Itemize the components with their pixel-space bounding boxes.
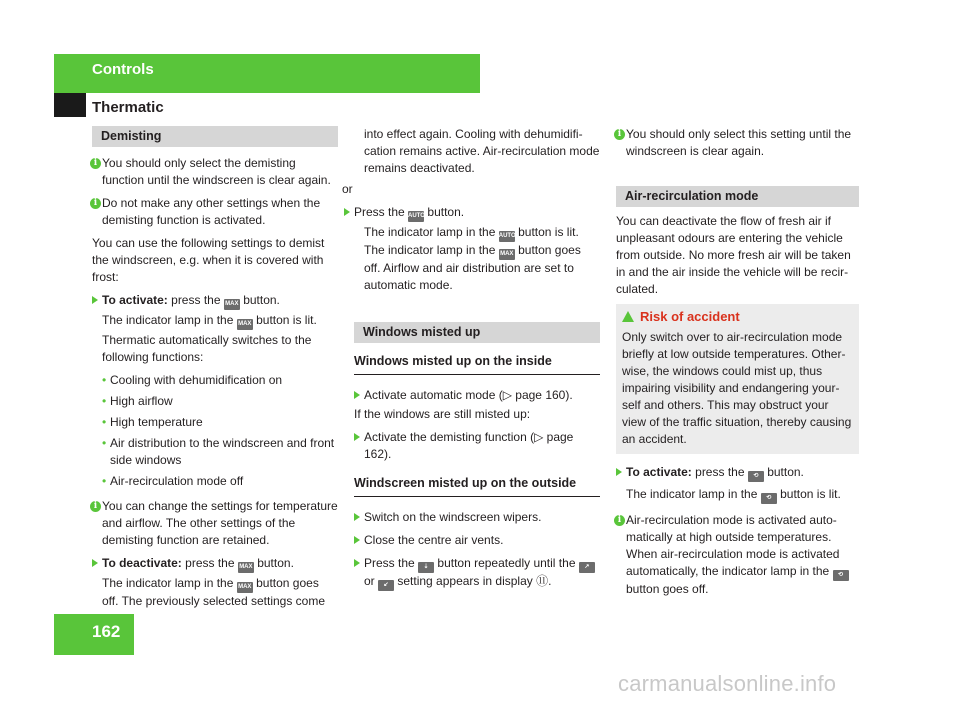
info-note: i You should only select this setting until the windscreen is clear again. bbox=[616, 126, 859, 160]
list-item: • Air distribution to the windscreen and front side windows bbox=[102, 436, 335, 467]
subheading-inside: Windows misted up on the inside bbox=[354, 353, 600, 375]
recirculation-button-icon: ⟲ bbox=[833, 570, 849, 581]
step-activate: To activate: press the ⟲ button. bbox=[616, 464, 859, 482]
step-deactivate: To deactivate: press the MAX button. bbox=[92, 555, 338, 573]
step-air-distribution: Press the ⇣ button repeatedly until the ↗ or ↙ setting appears in display ⑪. bbox=[354, 555, 600, 591]
max-defrost-button-icon: MAX bbox=[499, 249, 515, 260]
info-icon: i bbox=[90, 198, 101, 209]
warning-title: Risk of accident bbox=[622, 308, 853, 325]
watermark: carmanualsonline.info bbox=[618, 671, 837, 696]
step-detail: The indicator lamp in the AUTO button is lit. bbox=[354, 224, 600, 242]
list-item: • Cooling with dehumidification on bbox=[102, 373, 283, 387]
section-name: Controls bbox=[92, 61, 154, 78]
list-item: • Air-recirculation mode off bbox=[102, 474, 244, 488]
arrow-icon bbox=[354, 391, 360, 399]
max-defrost-button-icon: MAX bbox=[237, 582, 253, 593]
step-auto-mode: Activate automatic mode (▷ page 160). bbox=[354, 387, 600, 404]
max-defrost-button-icon: MAX bbox=[237, 319, 253, 330]
step-detail: Thermatic automatically switches to the following functions: bbox=[102, 333, 312, 364]
header-tab-marker bbox=[54, 93, 86, 117]
air-distribution-button-icon: ⇣ bbox=[418, 562, 434, 573]
paragraph: You can use the following settings to demist the windscreen, e.g. when it is covered with frost: bbox=[92, 236, 325, 284]
arrow-icon bbox=[92, 296, 98, 304]
arrow-icon bbox=[92, 559, 98, 567]
step-detail: The indicator lamp in the MAX button goes off. Airflow and air distribution are set to automatic mode. bbox=[364, 243, 581, 292]
info-note: i You can change the settings for temperature and airflow. The other settings of the demisting function are retained. bbox=[92, 498, 338, 549]
paragraph: If the windows are still misted up: bbox=[354, 407, 531, 421]
arrow-icon bbox=[354, 433, 360, 441]
heading-air-recirculation: Air-recirculation mode bbox=[616, 186, 859, 207]
arrow-icon bbox=[344, 208, 350, 216]
column-3 bbox=[616, 126, 859, 604]
warning-icon bbox=[622, 311, 634, 322]
info-icon: i bbox=[90, 158, 101, 169]
windscreen-footwell-icon: ↗ bbox=[579, 562, 595, 573]
step-detail: The indicator lamp in the ⟲ button is lit. bbox=[616, 486, 859, 504]
warning-box bbox=[616, 304, 859, 454]
page-number: 162 bbox=[92, 622, 121, 641]
step-press-auto: Press the AUTO button. bbox=[344, 204, 600, 222]
list-item: • High temperature bbox=[102, 415, 203, 429]
heading-demisting: Demisting bbox=[92, 126, 338, 147]
info-icon: i bbox=[614, 129, 625, 140]
arrow-icon bbox=[354, 536, 360, 544]
column-2 bbox=[342, 126, 600, 593]
step-detail: The indicator lamp in the MAX button goes off. The previously selected settings come bbox=[102, 576, 326, 608]
heading-windows-misted: Windows misted up bbox=[354, 322, 600, 343]
auto-button-icon: AUTO bbox=[499, 231, 515, 242]
info-icon: i bbox=[614, 515, 625, 526]
max-defrost-button-icon: MAX bbox=[224, 299, 240, 310]
step-wipers: Switch on the windscreen wipers. bbox=[354, 509, 600, 526]
subheading-outside: Windscreen misted up on the outside bbox=[354, 475, 600, 497]
arrow-icon bbox=[354, 513, 360, 521]
arrow-icon bbox=[354, 559, 360, 567]
arrow-icon bbox=[616, 468, 622, 476]
max-defrost-button-icon: MAX bbox=[238, 562, 254, 573]
step-demisting: Activate the demisting function (▷ page 162). bbox=[354, 429, 600, 463]
paragraph: into effect again. Cooling with dehumidification remains active. Air-recirculation mode remains deactivated. bbox=[364, 127, 600, 175]
column-1 bbox=[92, 126, 338, 616]
paragraph-or: or bbox=[342, 182, 353, 196]
info-note: i Do not make any other settings when the demisting function is activated. bbox=[92, 195, 338, 229]
recirculation-button-icon: ⟲ bbox=[761, 493, 777, 504]
info-note: i You should only select the demisting function until the windscreen is clear again. bbox=[92, 155, 338, 189]
list-item: • High airflow bbox=[102, 394, 173, 408]
recirculation-button-icon: ⟲ bbox=[748, 471, 764, 482]
auto-button-icon: AUTO bbox=[408, 211, 424, 222]
info-note: i Air-recirculation mode is activated automatically at high outside temperatures. When air-recirculation mode is activated automatically, the indicator lamp in the ⟲ button goes off. bbox=[616, 512, 859, 598]
info-icon: i bbox=[90, 501, 101, 512]
windscreen-icon: ↙ bbox=[378, 580, 394, 591]
step-activate: To activate: press the MAX button. bbox=[92, 292, 338, 310]
page-title: Thermatic bbox=[92, 99, 164, 116]
warning-text: Only switch over to air-recirculation mode briefly at low outside temperatures. Otherwise, the windows could mist up, thus impairing visibility and endangering yourself and others. This may obstruct your view of the traffic situation, thereby causing an accident. bbox=[622, 330, 852, 446]
step-vents: Close the centre air vents. bbox=[354, 532, 600, 549]
step-detail: The indicator lamp in the MAX button is lit. bbox=[92, 312, 338, 330]
paragraph: You can deactivate the flow of fresh air if unpleasant odours are entering the vehicle from outside. No more fresh air will be taken in and the air inside the vehicle will be recirculated. bbox=[616, 214, 851, 296]
